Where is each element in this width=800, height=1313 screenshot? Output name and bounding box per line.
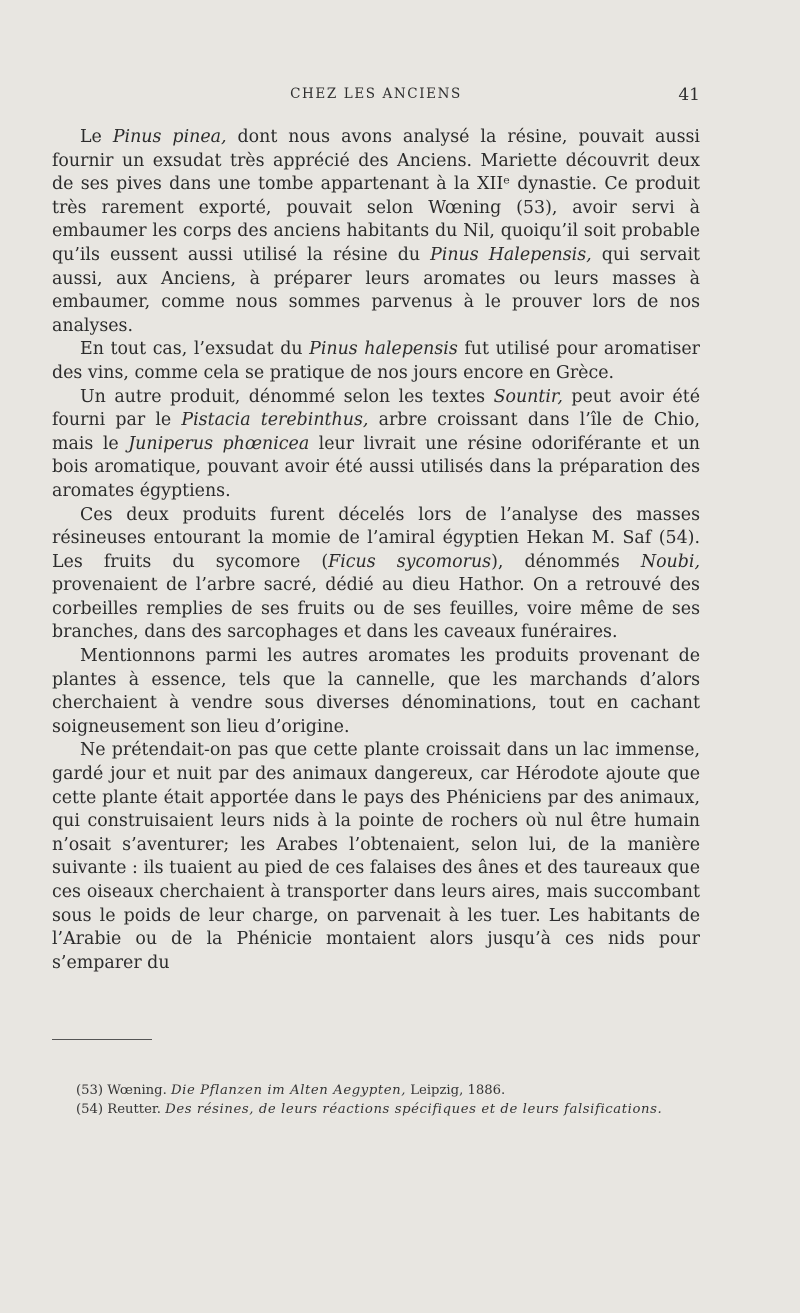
text-run: Ne prétendait-on pas que cette plante croissait dans un lac immense, gardé jour et nuit par des animaux dangereux, car Hérodote ajoute que cette plante était apportée dans le pays des Phéniciens par des animaux, qui construisaient leurs nids à la pointe de rochers où nul être humain n’osait s’aventurer; les Arabes l’obtenaient, selon lui, de la manière suivante : ils tuaient au pied de ces falaises des ânes et des taureaux que ces oiseaux cherchaient à transporter dans leurs aires, mais succombant sous le poids de leur charge, on parvenait à les tuer. Les habitants de l’Arabie ou de la Phénicie montaient alors jusqu’à ces nids pour s’emparer du (52, 740, 700, 973)
text-run: leur livrait une résine odoriférante et un bois aromatique, pouvant avoir été aussi utilisés dans la préparation des aromates égyptiens. (52, 433, 700, 501)
footnote-ref: (53) Wœning. (76, 1083, 171, 1098)
paragraph (52, 645, 700, 739)
species-name: Pinus pinea, (112, 127, 227, 147)
text-run: dont nous avons analysé la résine, pouvait aussi fournir un exsudat très apprécié des Anciens. Mariette découvrit deux de ses pives dans une tombe appartenant à la XIIᵉ dynastie. Ce produit très rarement exporté, pouvait selon Wœning (53), avoir servi à embaumer les corps des anciens habitants du Nil, quoiqu’il soit probable qu’ils eussent aussi utilisé la résine du (52, 127, 700, 265)
footnote-divider (52, 1039, 152, 1040)
footnote (52, 1100, 700, 1119)
text-run: Un autre produit, dénommé selon les textes (80, 386, 494, 407)
text-run: arbre croissant dans l’île de Chio, mais le (52, 410, 700, 454)
book-title: Die Pflanzen im Alten Aegypten, (171, 1083, 407, 1098)
footnote-ref: (54) Reutter. (76, 1102, 166, 1117)
text-run: Ces deux produits furent décelés lors de l’analyse des masses résineuses entourant la momie de l’amiral égyptien Hekan M. Saf (54). Les fruits du sycomore ( (52, 504, 700, 572)
paragraph (52, 126, 700, 338)
paragraph (52, 338, 700, 385)
text-run: qui servait aussi, aux Anciens, à préparer leurs aromates ou leurs masses à embaumer, comme nous sommes parvenus à le prouver lors de nos analyses. (52, 244, 700, 336)
page-header (52, 86, 700, 110)
paragraph (52, 504, 700, 646)
paragraph (52, 386, 700, 504)
species-name: Juniperus phœnicea (128, 433, 310, 454)
publication-info: Leipzig, 1886. (406, 1083, 506, 1098)
text-run: peut avoir été fourni par le (52, 386, 700, 431)
species-name: Ficus sycomorus (328, 551, 492, 572)
book-title: Des résines, de leurs réactions spécifiques et de leurs falsifications. (165, 1102, 663, 1117)
paragraph (52, 739, 700, 975)
species-name: Pinus halepensis (309, 339, 458, 360)
footnote (52, 1081, 700, 1100)
species-name: Pistacia terebinthus, (181, 410, 369, 431)
text-run: provenaient de l’arbre sacré, dédié au dieu Hathor. On a retrouvé des corbeilles remplies de ses fruits ou de ses feuilles, voire même de ses branches, dans des sarcophages et dans les caveaux funéraires. (52, 575, 700, 643)
footnotes (52, 1081, 700, 1119)
product-name: Sountir, (493, 386, 563, 407)
text-run: Le (80, 127, 113, 147)
species-name: Pinus Halepensis, (430, 244, 592, 265)
product-name: Noubi, (640, 551, 700, 572)
text-run: fut utilisé pour aromatiser des vins, comme cela se pratique de nos jours encore en Grèce. (52, 339, 700, 383)
text-run: En tout cas, l’exsudat du (80, 339, 310, 360)
body-text (52, 126, 700, 975)
text-run: ), dénommés (491, 551, 641, 572)
running-title: CHEZ LES ANCIENS (290, 86, 462, 102)
text-run: Mentionnons parmi les autres aromates les produits provenant de plantes à essence, tels que la cannelle, que les marchands d’alors cherchaient à vendre sous diverses dénominations, tout en cachant soigneusement son lieu d’origine. (52, 646, 700, 737)
page-number: 41 (678, 85, 700, 105)
